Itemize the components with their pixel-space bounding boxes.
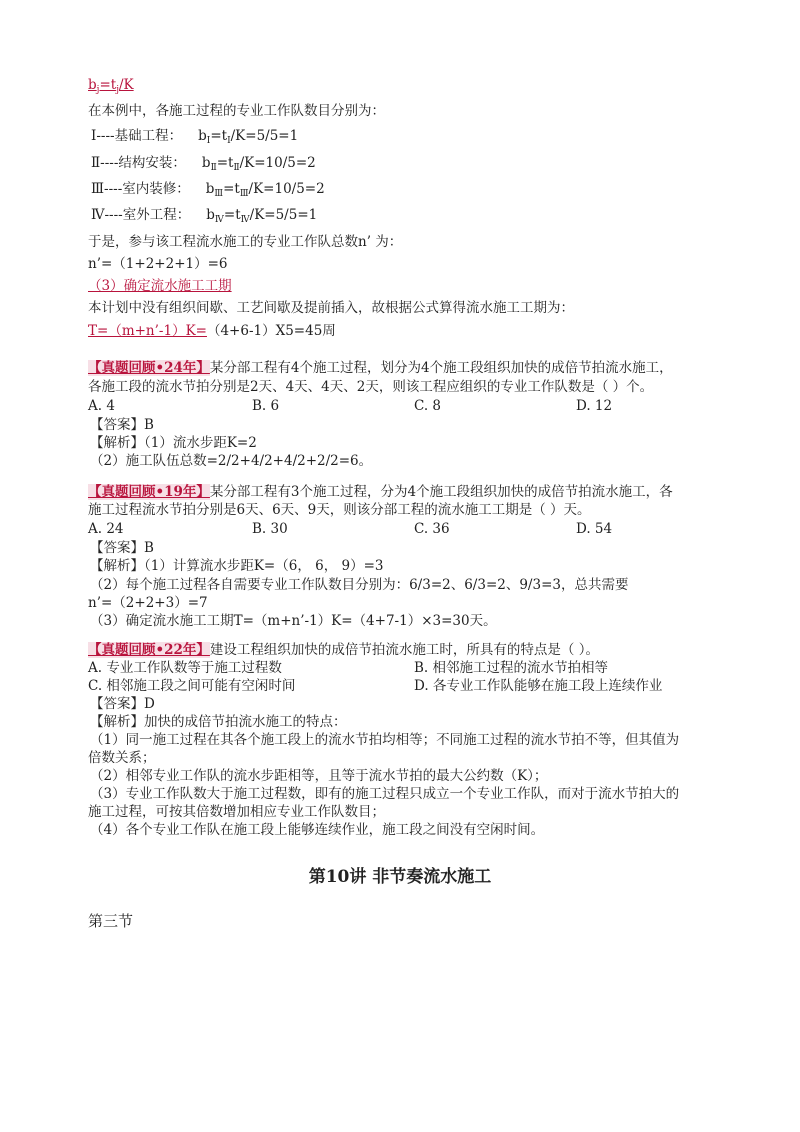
intro-line: 本计划中没有组织间歇、工艺间歇及提前插入，故根据公式算得流水施工工期为：	[88, 300, 574, 316]
option: C. 8	[414, 398, 442, 414]
option: D. 54	[576, 521, 613, 537]
exam-tag: 【真题回顾•19年】	[88, 484, 210, 500]
analysis: 【解析】（1）计算流水步距K=（6， 6， 9）=3	[90, 558, 384, 574]
formula-bj: $b_j=t_j/K$	[88, 77, 134, 95]
answer: 【答案】B	[90, 540, 154, 556]
lecture-title: 第10讲 非节奏流水施工	[308, 867, 492, 887]
exam-tag: 【真题回顾•24年】	[88, 360, 210, 376]
option: A. 专业工作队数等于施工过程数	[88, 660, 282, 676]
analysis: 施工过程，可按其倍数增加相应专业工作队数目；	[88, 804, 385, 820]
question-stem: 【真题回顾•19年】某分部工程有3个施工过程，分为4个施工段组织加快的成倍节拍流水施工，各	[88, 484, 673, 500]
analysis: n’=（2+2+3）=7	[88, 595, 208, 611]
analysis: （3）确定流水施工工期T=（m+n’-1）K=（4+7-1）×3=30天。	[90, 613, 497, 629]
option: B. 30	[252, 521, 288, 537]
analysis: （4）各个专业工作队在施工段上能够连续作业，施工段之间没有空闲时间。	[90, 822, 545, 838]
section-heading: （3）确定流水施工工期	[88, 278, 232, 294]
intro-line: 在本例中，各施工过程的专业工作队数目分别为：	[88, 103, 385, 119]
analysis: 【解析】（1）流水步距K=2	[90, 435, 257, 451]
analysis: 【解析】加快的成倍节拍流水施工的特点：	[90, 714, 347, 730]
option: A. 4	[88, 398, 115, 414]
team-row: Ⅱ----结构安装： $b_Ⅱ=t_Ⅱ/K=10/5=2$	[91, 155, 316, 173]
question-stem: 各施工段的流水节拍分别是2天、4天、4天、2天，则该工程应组织的专业工作队数是（ ）个。	[88, 379, 654, 395]
question-stem: 施工过程流水节拍分别是6天、6天、9天，则该分部工程的流水施工工期是（ ）天。	[88, 502, 591, 518]
question-stem: 【真题回顾•22年】建设工程组织加快的成倍节拍流水施工时，所具有的特点是（ ）。	[88, 642, 599, 658]
option: C. 36	[414, 521, 450, 537]
analysis: 倍数关系；	[88, 750, 156, 766]
answer: 【答案】D	[90, 696, 155, 712]
intro-line: 于是，参与该工程流水施工的专业工作队总数n’ 为：	[88, 234, 403, 250]
section-label: 第三节	[88, 912, 134, 930]
analysis: （1）同一施工过程在其各个施工段上的流水节拍均相等；不同施工过程的流水节拍不等，但其值为	[90, 732, 680, 748]
exam-tag: 【真题回顾•22年】	[88, 642, 210, 658]
team-row: Ⅳ----室外工程： $b_Ⅳ=t_Ⅳ/K=5/5=1$	[91, 207, 318, 225]
formula-T: T=（m+n’-1）K=（4+6-1）X5=45周	[88, 323, 336, 339]
analysis: （2）相邻专业工作队的流水步距相等，且等于流水节拍的最大公约数（K）；	[90, 768, 548, 784]
option: B. 相邻施工过程的流水节拍相等	[414, 660, 609, 676]
analysis: （3）专业工作队数大于施工过程数，即有的施工过程只成立一个专业工作队，而对于流水节拍大的	[90, 786, 680, 802]
option: C. 相邻施工段之间可能有空闲时间	[88, 678, 296, 694]
analysis: （2）每个施工过程各自需要专业工作队数目分别为：6/3=2、6/3=2、9/3=3，总共需要	[90, 577, 629, 593]
answer: 【答案】B	[90, 417, 154, 433]
option: D. 12	[576, 398, 613, 414]
team-row: Ⅲ----室内装修： $b_Ⅲ=t_Ⅲ/K=10/5=2$	[91, 181, 325, 199]
option: B. 6	[252, 398, 280, 414]
analysis: （2）施工队伍总数=2/2+4/2+4/2+2/2=6。	[90, 453, 373, 469]
intro-line: n’=（1+2+2+1）=6	[88, 256, 228, 272]
option: A. 24	[88, 521, 124, 537]
team-row: Ⅰ----基础工程： $b_Ⅰ=t_Ⅰ/K=5/5=1$	[91, 128, 299, 146]
option: D. 各专业工作队能够在施工段上连续作业	[414, 678, 663, 694]
question-stem: 【真题回顾•24年】某分部工程有4个施工过程，划分为4个施工段组织加快的成倍节拍流水施工，	[88, 360, 673, 376]
